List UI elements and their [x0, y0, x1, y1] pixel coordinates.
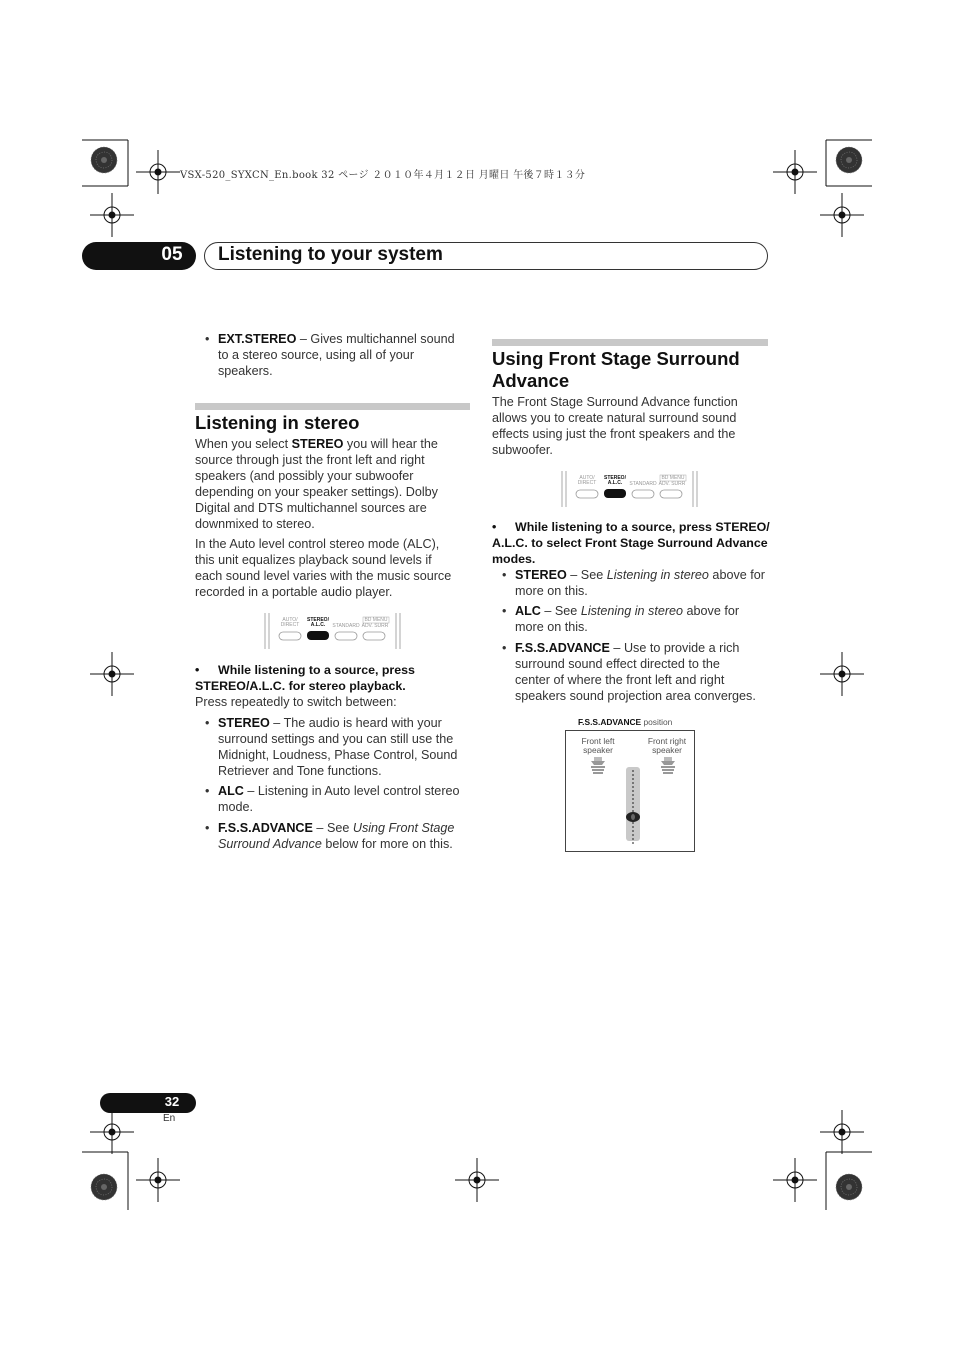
front-panel-buttons-right [559, 469, 700, 509]
fss-intro-paragraph: The Front Stage Surround Advance function allows you to create natural surround sound effects using just the front speakers and the subwoofer. [492, 395, 738, 457]
front-right-speaker-icon [661, 757, 675, 773]
standard-label: STANDARD [629, 481, 657, 487]
bd-menu-label: BD MENU [364, 617, 388, 623]
chapter-title: Listening to your system [218, 244, 443, 265]
adv-surr-label: ADV. SURR [658, 481, 686, 487]
standard-label: STANDARD [332, 623, 360, 629]
heading-listening-in-stereo: Listening in stereo [195, 412, 360, 433]
stereo-paragraph-1: When you select STEREO you will hear the source through just the front left and right speakers (and possibly your subwoofer depending on your speaker settings). Dolby Digital and DTS multichannel sources are downmixed to stereo. [195, 437, 438, 531]
file-info-header: VSX-520_SYXCN_En.book 32 ページ ２０１０年４月１２日 月曜日 午後７時１３分 [180, 170, 586, 181]
corner-bottom-right [773, 1110, 872, 1210]
stereo-alc-label: STEREO/ A.L.C. [604, 475, 626, 486]
fss-diagram-graphic [565, 730, 695, 852]
adv-surr-label: ADV. SURR [361, 623, 389, 629]
auto-direct-label: AUTO/ DIRECT [577, 475, 597, 486]
bottom-center-mark [455, 1158, 499, 1202]
ext-stereo-term: EXT.STEREO [218, 332, 297, 346]
stereo-alc-label: STEREO/ A.L.C. [307, 617, 329, 628]
page-number: 32 [164, 1094, 180, 1109]
auto-direct-label: AUTO/ DIRECT [280, 617, 300, 628]
front-right-speaker-label: Front right speaker [647, 736, 687, 755]
bullet-dot: • [205, 332, 210, 346]
fss-instruction: • While listening to a source, press STEREO/ A.L.C. to select Front Stage Surround Advance modes. [492, 520, 770, 566]
corner-bottom-left [82, 1110, 180, 1210]
section-bar-right [492, 339, 768, 346]
heading-front-stage-surround: Using Front Stage Surround Advance [492, 348, 740, 391]
fss-position-label: F.S.S.ADVANCE position [578, 717, 673, 727]
front-left-speaker-label: Front left speaker [581, 736, 615, 755]
stereo-paragraph-2: In the Auto level control stereo mode (ALC), this unit equalizes playback sound levels if each sound level varies with the music source recorded in a portable audio player. [195, 537, 452, 599]
stereo-instruction: • While listening to a source, press STEREO/A.L.C. for stereo playback. [195, 663, 415, 693]
front-panel-buttons-left [262, 611, 403, 651]
bd-menu-label: BD MENU [661, 475, 685, 481]
chapter-number: 05 [161, 244, 183, 265]
corner-top-left [82, 140, 180, 237]
front-left-speaker-icon [591, 757, 605, 773]
page-language: En [163, 1113, 176, 1124]
listener-head-icon [626, 812, 640, 822]
section-bar [195, 403, 470, 410]
press-repeatedly-text: Press repeatedly to switch between: [195, 695, 397, 709]
corner-top-right [773, 140, 872, 237]
